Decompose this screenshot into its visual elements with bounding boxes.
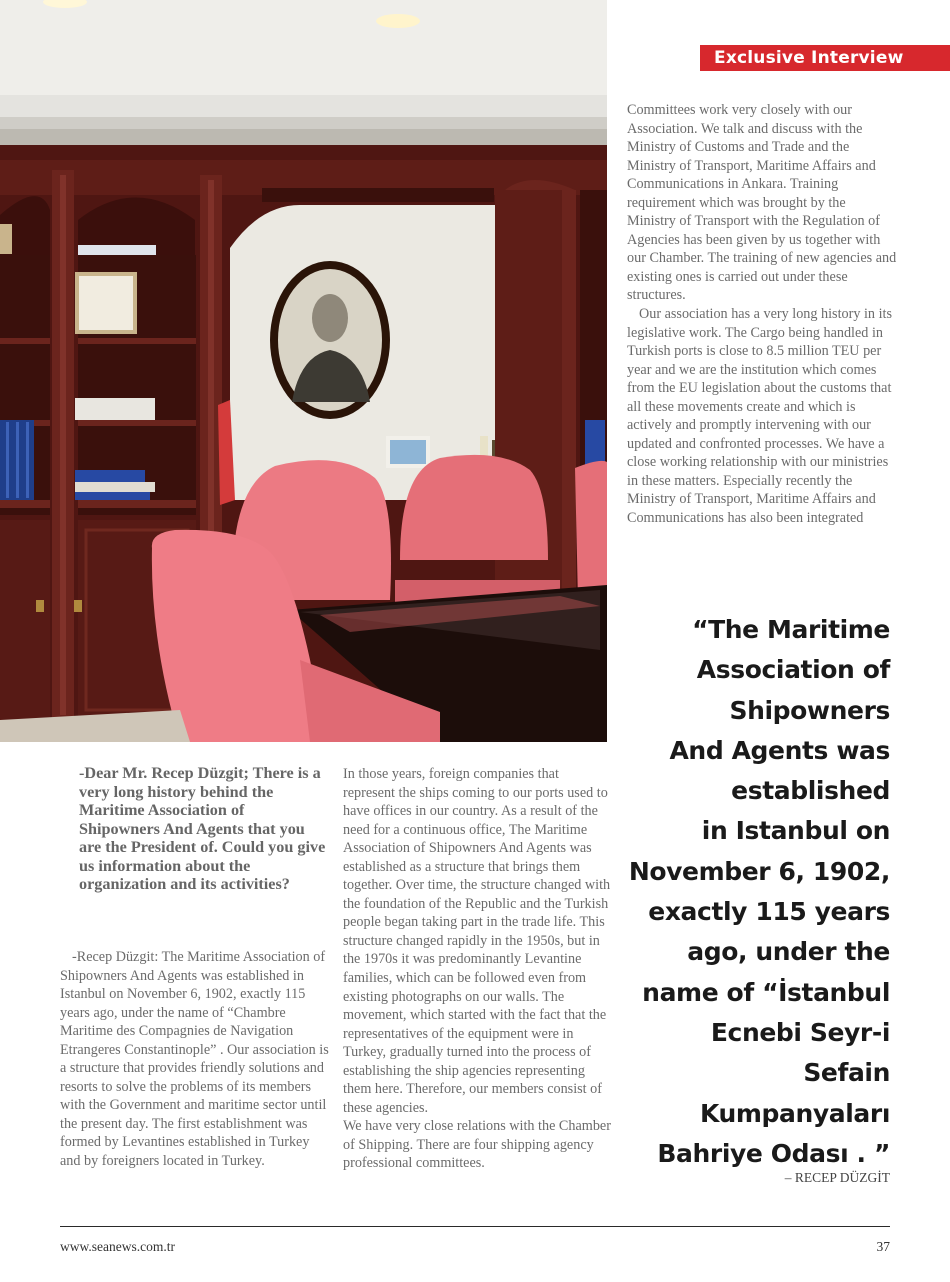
paragraph: Our association has a very long history in its legislative work. The Cargo being handled in Turkish ports is close to 8.5 million TEU per year and we are the institution which comes from the EU legislation about the customs that all these movements create and which is actively and promptly intervening with our updated and confronted processes. We have a close working relationship with our ministries in these matters. Especially recently the Ministry of Transport, Maritime Affairs and Communications has also been integrated [627,306,892,527]
quote-line: November 6, 1902, [628,856,890,886]
quote-line: Kumpanyaları [699,1098,890,1128]
office-photo [0,0,607,742]
paragraph: In those years, foreign companies that represent the ships coming to our ports used to have offices in our country. As a result of the need for a continuous office, The Maritime Association of Shipowners And Agents was established as a structure that brings them together. Over time, the structure changed with the foundation of the Republic and the Turkish people began taking part in the trade life. This structure changed rapidly in the 1950s, but in the 1970s it was predominantly Levantine families, which can be followed even from existing photographs on our walls. The movement, which started with the fact that the representatives of the equipment were in Turkey, gradually turned into the process of establishing the ship agencies representing them here. Therefore, our members consist of these agencies. [343,766,611,1116]
footer-website: www.seanews.com.tr [60,1239,175,1254]
paragraph: -Recep Düzgit: The Maritime Association of Shipowners And Agents was established in Istanbul on November 6, 1902, exactly 115 years ago, under the name of “Chambre Maritime des Compagnies de Navigation Etrangeres Constantinople” . Our association is a structure that provides friendly solutions and resorts to solve the problems of its members with the Government and maritime sector until the present day. The first establishment was formed by Levantines established in Turkey and by foreigners located in Turkey. [60,949,329,1170]
page-number: 37 [876,1239,890,1254]
left-column [60,948,330,1171]
quote-line: in Istanbul on [701,816,890,846]
quote-line: Association of [696,655,890,685]
quote-line: Shipowners [729,695,890,725]
section-tag: Exclusive Interview [700,45,950,71]
quote-author: – RECEP DÜZGİT [784,1170,890,1185]
top-right-column [627,101,897,528]
paragraph: Committees work very closely with our Association. We talk and discuss with the Ministry of Customs and Trade and the Ministry of Transport, Maritime Affairs and Communications in Ankara. Training requirement which was brought by the Ministry of Transport with the Regulation of Agencies has been given by us together with our Chamber. The training of new agencies and existing ones is carried out under these structures. [627,102,897,304]
middle-column [343,765,613,1173]
quote-line: established [731,776,890,806]
quote-line: Bahriye Odası . ” [657,1138,890,1168]
footer-divider [60,1226,890,1227]
pull-quote [620,610,890,1174]
quote-line: Ecnebi Seyr-i Sefain [710,1017,890,1088]
quote-line: exactly 115 years [648,897,890,927]
paragraph: We have very close relations with the Chamber of Shipping. There are four shipping agency professional committees. [343,1118,611,1172]
interview-question: -Dear Mr. Recep Düzgit; There is a very long history behind the Maritime Association of Shipowners And Agents that you are the President of. Could you give us information about the organization and its activities? [79,764,326,893]
quote-line: “The Maritime [692,615,890,644]
quote-line: ago, under the [687,937,890,967]
quote-line: name of “İstanbul [642,977,890,1007]
quote-line: And Agents was [669,735,890,765]
